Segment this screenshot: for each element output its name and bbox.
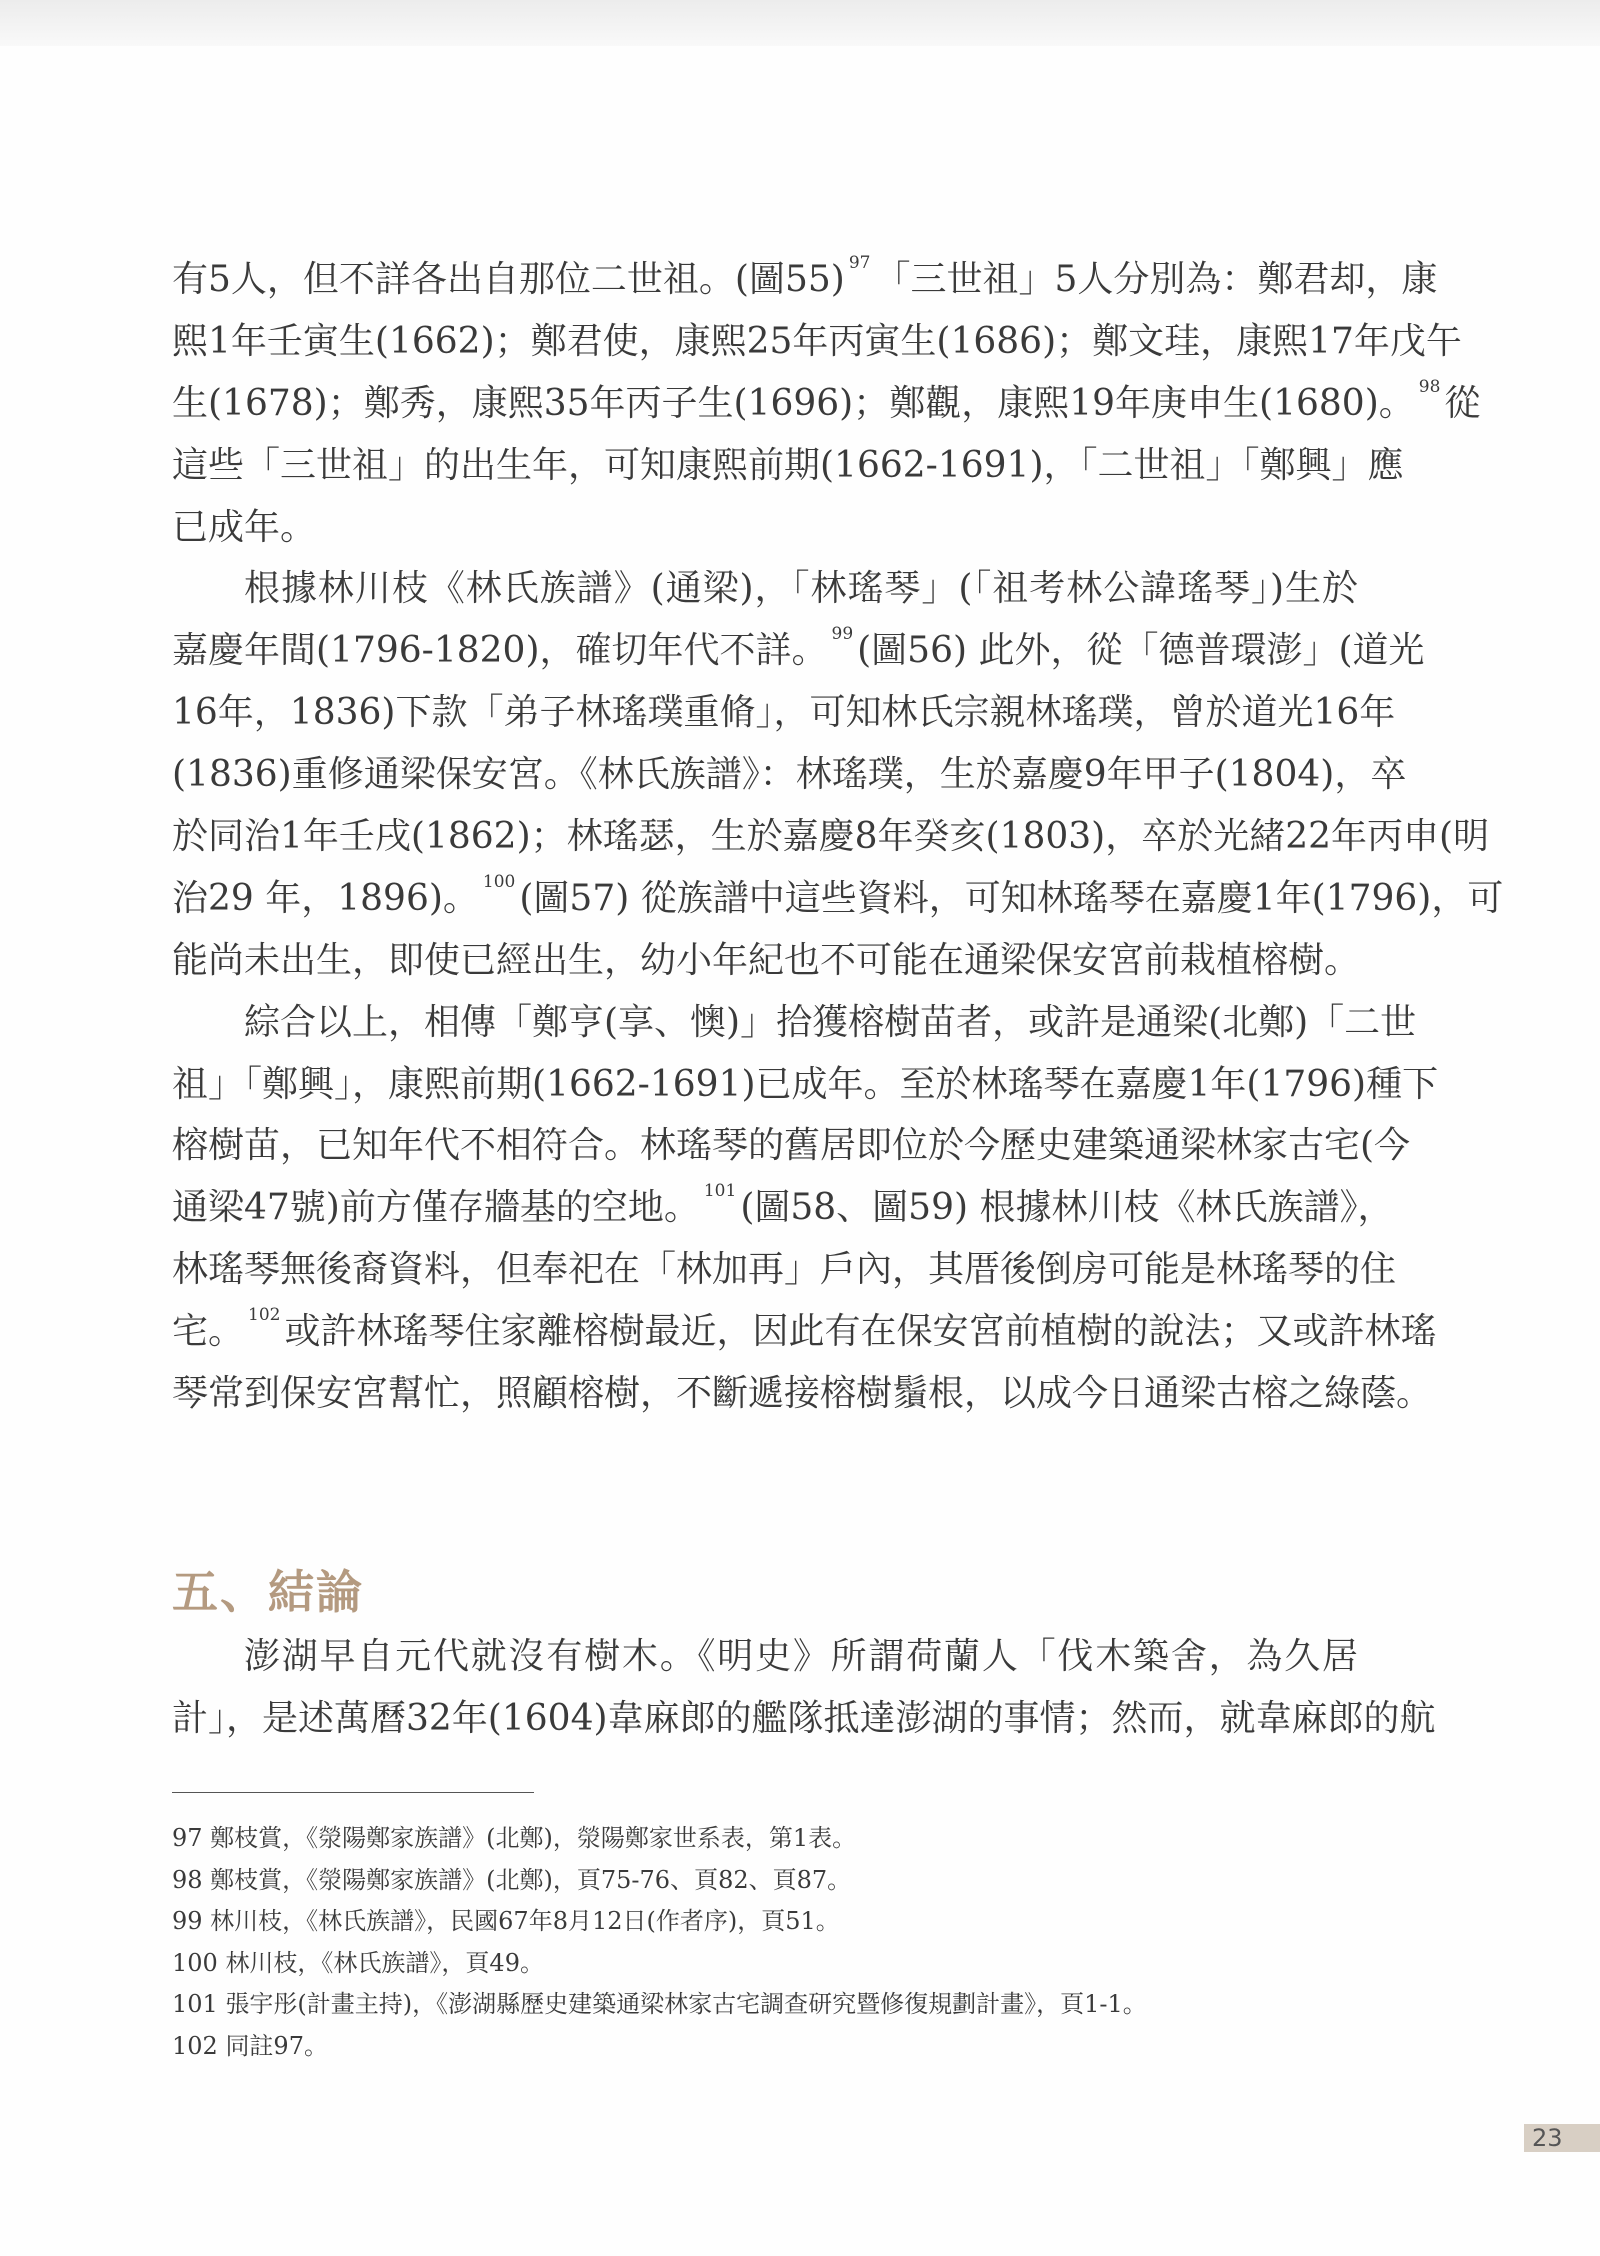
text-run: 從 [1444,382,1481,424]
text-run: 通梁47號)前方僅存牆基的空地。 [172,1187,700,1229]
text-run: 16年，1836)下款「弟子林瑤璞重脩」，可知林氏宗親林瑤璞，曾於道光16年 [172,692,1396,734]
paragraph-line [172,1301,1437,1363]
text-run: 榕樹苗，已知年代不相符合。林瑤琴的舊居即位於今歷史建築通梁林家古宅(今 [172,1125,1411,1167]
paragraph-line [172,249,1438,311]
paragraph-line [172,311,1462,373]
footnote-reference: 97 [848,253,871,273]
text-run: 生(1678)；鄭秀，康熙35年丙子生(1696)；鄭觀，康熙19年庚申生(1680)。 [172,382,1415,424]
scan-top-band [0,0,1600,46]
paragraph-line: 計」，是述萬曆32年(1604)韋麻郎的艦隊抵達澎湖的事情；然而，就韋麻郎的航 [172,1697,1436,1739]
footnote-reference: 102 [248,1305,281,1326]
footnote-98: 98 鄭枝賞，《滎陽鄭家族譜》(北鄭)，頁75-76、頁82、頁87。 [172,1865,852,1894]
text-run: (圖58、圖59) 根據林川枝《林氏族譜》， [740,1187,1394,1229]
paragraph-line [172,806,1490,868]
text-run: 或許林瑤琴住家離榕樹最近，因此有在保安宮前植樹的說法；又或許林瑤 [284,1311,1437,1353]
text-run: 根據林川枝《林氏族譜》(通梁)，「林瑤琴」(「祖考林公諱瑤琴」)生於 [244,568,1358,610]
body-text [172,249,1504,1425]
paragraph-line [172,744,1407,806]
footnote-99: 99 林川枝，《林氏族譜》，民國67年8月12日(作者序)，頁51。 [172,1907,840,1935]
paragraph-line: 澎湖早自元代就沒有樹木。《明史》所謂荷蘭人「伐木築舍，為久居 [244,1636,1358,1677]
text-run: 已成年。 [172,506,317,548]
text-run: (1836)重修通梁保安宮。《林氏族譜》：林瑤璞，生於嘉慶9年甲子(1804)，卒 [172,754,1407,796]
text-run: 於同治1年壬戌(1862)；林瑤瑟，生於嘉慶8年癸亥(1803)，卒於光緒22年丙申(明 [172,816,1490,858]
footnote-reference: 99 [831,624,854,645]
paragraph-line [172,1363,1433,1425]
text-run: 這些「三世祖」的出生年，可知康熙前期(1662-1691)，「二世祖」「鄭興」應 [172,444,1404,486]
text-run: 熙1年壬寅生(1662)；鄭君使，康熙25年丙寅生(1686)；鄭文珪，康熙17年戊午 [172,320,1462,362]
paragraph-line [172,868,1504,930]
paragraph-line [172,1239,1397,1301]
paragraph-line [172,682,1396,744]
paragraph-line [172,435,1404,497]
text-run: 能尚未出生，即使已經出生，幼小年紀也不可能在通梁保安宮前栽植榕樹。 [172,939,1361,981]
paragraph-line [172,1177,1394,1239]
footnote-102: 102 同註97。 [172,2031,328,2060]
paragraph-line [172,620,1425,682]
paragraph-line [172,1054,1439,1116]
footnote-97: 97 鄭枝賞，《滎陽鄭家族譜》(北鄭)，滎陽鄭家世系表，第1表。 [172,1824,857,1852]
text-run: 嘉慶年間(1796-1820)，確切年代不詳。 [172,630,828,672]
footnote-divider [172,1792,534,1793]
footnote-reference: 100 [482,871,516,892]
paragraph-line [172,558,1358,620]
text-run: (圖56) 此外，從「德普環澎」(道光 [857,630,1425,672]
text-run: 林瑤琴無後裔資料，但奉祀在「林加再」戶內，其厝後倒房可能是林瑤琴的住 [172,1249,1397,1291]
paragraph-line [172,930,1361,992]
footnote-101: 101 張宇彤(計畫主持)，《澎湖縣歷史建築通梁林家古宅調查研究暨修復規劃計畫》，頁1-1。 [172,1990,1147,2018]
text-run: 「三世祖」5人分別為：鄭君却，康 [874,259,1438,300]
footnote-reference: 98 [1418,376,1441,397]
paragraph-line [172,373,1481,435]
page-number: 23 [1524,2124,1600,2152]
conclusion-paragraph [172,1627,1436,1751]
text-run: 綜合以上，相傳「鄭亨(享、懊)」拾獲榕樹苗者，或許是通梁(北鄭)「二世 [244,1001,1417,1043]
paragraph-line [172,497,1358,559]
footnote-reference: 101 [703,1181,737,1202]
paragraph-line [172,1115,1411,1177]
text-run: 有5人，但不詳各出自那位二世祖。(圖55) [172,259,845,300]
text-run: 琴常到保安宮幫忙，照顧榕樹，不斷遞接榕樹鬚根，以成今日通梁古榕之綠蔭。 [172,1373,1433,1415]
text-run: 祖」「鄭興」，康熙前期(1662-1691)已成年。至於林瑤琴在嘉慶1年(1796)種下 [172,1063,1439,1105]
text-run: 治29 年，1896)。 [172,877,479,919]
text-run: (圖57) 從族譜中這些資料，可知林瑤琴在嘉慶1年(1796)，可 [519,877,1504,919]
text-run: 宅。 [172,1311,245,1353]
section-heading: 五、結論 [172,1565,364,1619]
footnote-100: 100 林川枝，《林氏族譜》，頁49。 [172,1948,544,1977]
footnotes [172,1818,1147,2067]
paragraph-line [172,992,1417,1054]
